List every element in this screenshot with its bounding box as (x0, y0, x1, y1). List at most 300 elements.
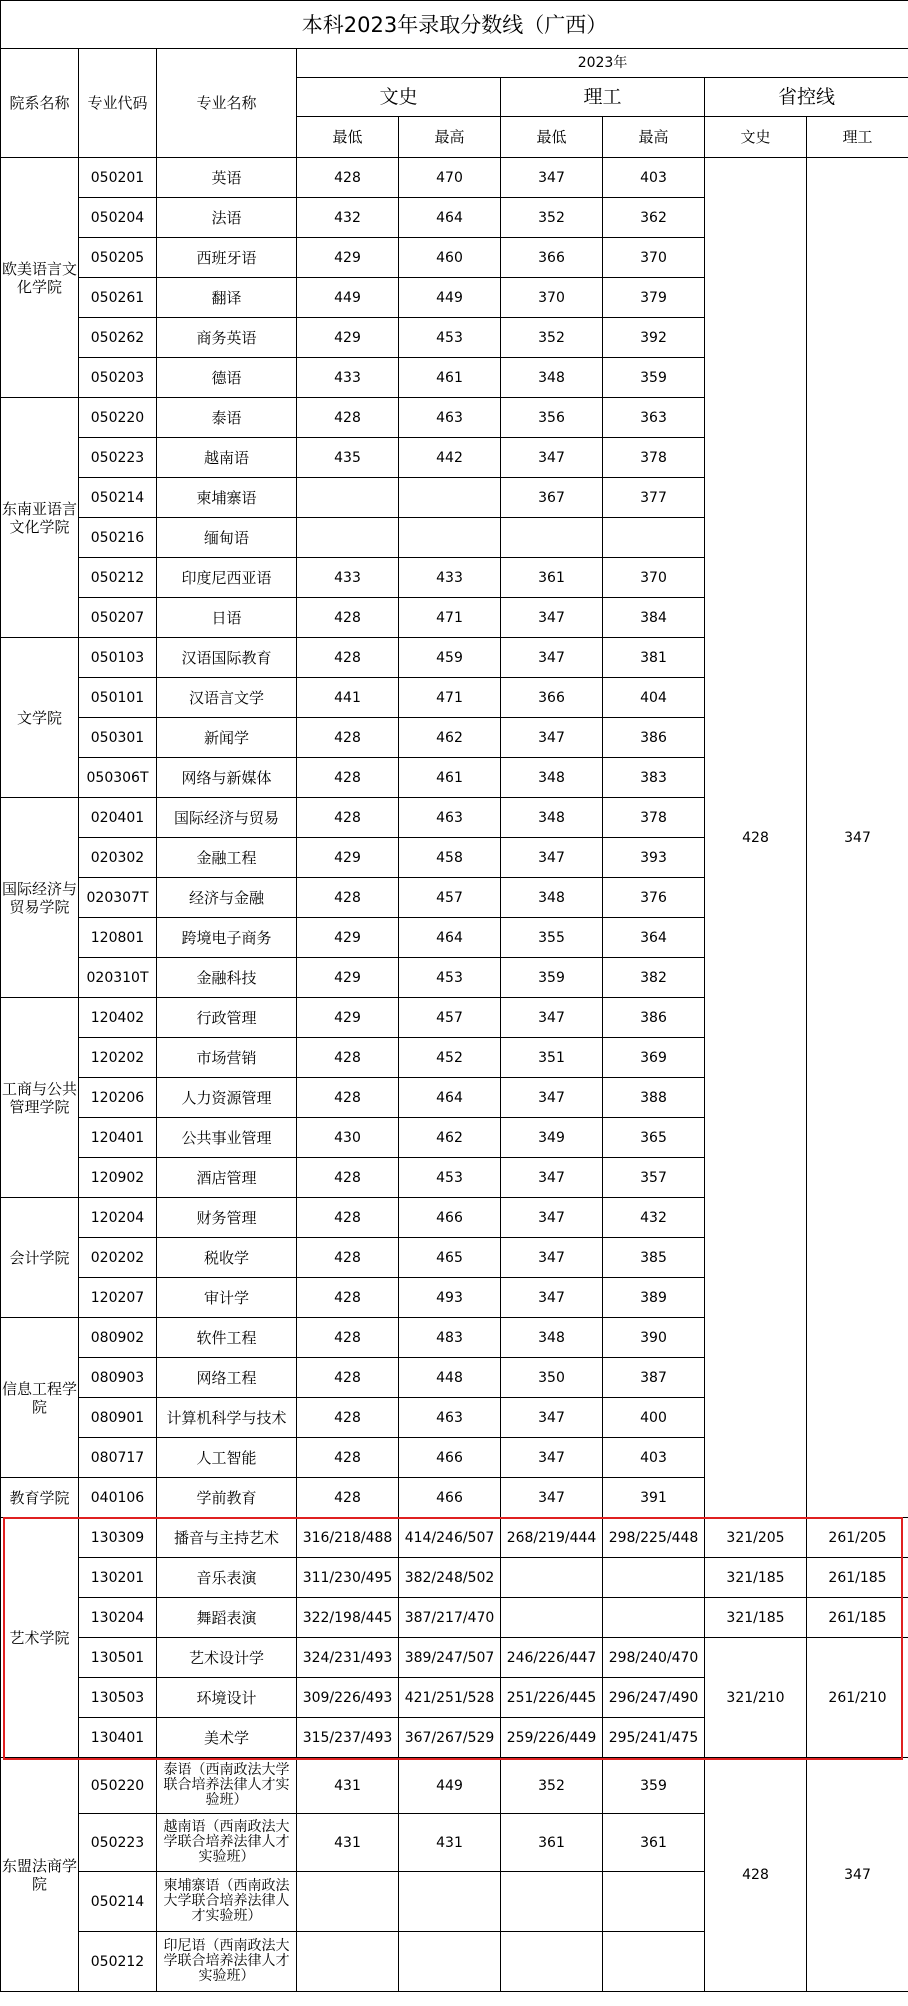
college-name: 国际经济与贸易学院 (1, 798, 79, 998)
ligong-max: 362 (603, 198, 705, 238)
wenshi-max: 448 (399, 1358, 501, 1398)
major-name: 跨境电子商务 (157, 918, 297, 958)
ligong-min: 352 (501, 1758, 603, 1814)
wenshi-min: 435 (297, 438, 399, 478)
wenshi-min: 428 (297, 878, 399, 918)
header-year: 2023年 (297, 49, 908, 78)
ligong-max: 298/240/470 (603, 1638, 705, 1678)
ligong-min: 347 (501, 838, 603, 878)
ligong-max: 357 (603, 1158, 705, 1198)
header-control-li: 理工 (807, 117, 908, 158)
ligong-max: 369 (603, 1038, 705, 1078)
ligong-max: 296/247/490 (603, 1678, 705, 1718)
wenshi-max: 483 (399, 1318, 501, 1358)
major-name: 市场营销 (157, 1038, 297, 1078)
major-name: 公共事业管理 (157, 1118, 297, 1158)
control-line-wen: 321/210 (705, 1638, 807, 1758)
major-name: 学前教育 (157, 1478, 297, 1518)
major-name: 金融科技 (157, 958, 297, 998)
wenshi-min: 431 (297, 1758, 399, 1814)
ligong-min: 352 (501, 318, 603, 358)
major-name: 德语 (157, 358, 297, 398)
wenshi-max: 387/217/470 (399, 1598, 501, 1638)
ligong-min: 366 (501, 238, 603, 278)
major-code: 050220 (79, 398, 157, 438)
wenshi-min: 428 (297, 1478, 399, 1518)
ligong-max: 370 (603, 238, 705, 278)
ligong-max: 370 (603, 558, 705, 598)
wenshi-min: 428 (297, 1038, 399, 1078)
ligong-min: 347 (501, 1158, 603, 1198)
major-code: 050103 (79, 638, 157, 678)
wenshi-max: 414/246/507 (399, 1518, 501, 1558)
ligong-min: 347 (501, 1478, 603, 1518)
wenshi-max: 470 (399, 158, 501, 198)
ligong-min: 347 (501, 1398, 603, 1438)
ligong-max: 381 (603, 638, 705, 678)
header-wenshi-min: 最低 (297, 117, 399, 158)
wenshi-min: 429 (297, 998, 399, 1038)
wenshi-min: 429 (297, 958, 399, 998)
ligong-min: 361 (501, 558, 603, 598)
wenshi-min (297, 478, 399, 518)
ligong-min: 351 (501, 1038, 603, 1078)
ligong-min: 246/226/447 (501, 1638, 603, 1678)
wenshi-max: 471 (399, 678, 501, 718)
major-name: 金融工程 (157, 838, 297, 878)
major-name: 缅甸语 (157, 518, 297, 558)
wenshi-min: 322/198/445 (297, 1598, 399, 1638)
ligong-min: 268/219/444 (501, 1518, 603, 1558)
ligong-min (501, 1872, 603, 1932)
ligong-max (603, 1598, 705, 1638)
ligong-min: 355 (501, 918, 603, 958)
ligong-max: 393 (603, 838, 705, 878)
wenshi-max (399, 478, 501, 518)
table-row (1, 1638, 908, 1678)
wenshi-max: 464 (399, 198, 501, 238)
wenshi-max: 464 (399, 1078, 501, 1118)
ligong-min: 347 (501, 158, 603, 198)
major-name: 税收学 (157, 1238, 297, 1278)
ligong-min: 347 (501, 1278, 603, 1318)
wenshi-max: 466 (399, 1438, 501, 1478)
ligong-max (603, 1932, 705, 1992)
major-name: 新闻学 (157, 718, 297, 758)
ligong-min: 347 (501, 998, 603, 1038)
major-code: 050204 (79, 198, 157, 238)
header-wenshi-max: 最高 (399, 117, 501, 158)
wenshi-max: 367/267/529 (399, 1718, 501, 1758)
ligong-max (603, 518, 705, 558)
major-name: 环境设计 (157, 1678, 297, 1718)
wenshi-max: 421/251/528 (399, 1678, 501, 1718)
ligong-max: 386 (603, 998, 705, 1038)
ligong-min (501, 1558, 603, 1598)
wenshi-max: 389/247/507 (399, 1638, 501, 1678)
major-code: 020202 (79, 1238, 157, 1278)
major-name: 舞蹈表演 (157, 1598, 297, 1638)
ligong-min: 352 (501, 198, 603, 238)
header-shengkong: 省控线 (705, 78, 908, 117)
wenshi-max: 457 (399, 878, 501, 918)
major-code: 050207 (79, 598, 157, 638)
wenshi-min: 428 (297, 718, 399, 758)
major-code: 130401 (79, 1718, 157, 1758)
ligong-min: 370 (501, 278, 603, 318)
major-code: 120401 (79, 1118, 157, 1158)
ligong-max: 382 (603, 958, 705, 998)
ligong-max: 403 (603, 1438, 705, 1478)
major-code: 050212 (79, 1932, 157, 1992)
college-name: 欧美语言文化学院 (1, 158, 79, 398)
major-name: 国际经济与贸易 (157, 798, 297, 838)
wenshi-max: 464 (399, 918, 501, 958)
major-code: 130503 (79, 1678, 157, 1718)
major-name: 计算机科学与技术 (157, 1398, 297, 1438)
college-name: 信息工程学院 (1, 1318, 79, 1478)
ligong-min (501, 1598, 603, 1638)
major-name: 越南语（西南政法大学联合培养法律人才实验班） (157, 1814, 297, 1872)
ligong-max: 400 (603, 1398, 705, 1438)
ligong-max: 404 (603, 678, 705, 718)
major-name: 播音与主持艺术 (157, 1518, 297, 1558)
wenshi-min: 428 (297, 158, 399, 198)
ligong-max: 383 (603, 758, 705, 798)
header-ligong-max: 最高 (603, 117, 705, 158)
major-code: 130201 (79, 1558, 157, 1598)
ligong-min: 347 (501, 718, 603, 758)
wenshi-min: 432 (297, 198, 399, 238)
major-name: 柬埔寨语（西南政法大学联合培养法律人才实验班） (157, 1872, 297, 1932)
wenshi-min: 428 (297, 798, 399, 838)
control-line-li: 261/185 (807, 1598, 908, 1638)
wenshi-max: 457 (399, 998, 501, 1038)
wenshi-min: 428 (297, 598, 399, 638)
wenshi-min: 428 (297, 1278, 399, 1318)
major-code: 130309 (79, 1518, 157, 1558)
wenshi-min: 311/230/495 (297, 1558, 399, 1598)
table-row (1, 1558, 908, 1598)
wenshi-min: 429 (297, 238, 399, 278)
college-name: 会计学院 (1, 1198, 79, 1318)
major-name: 商务英语 (157, 318, 297, 358)
major-code: 040106 (79, 1478, 157, 1518)
control-line-wen: 428 (705, 158, 807, 1518)
table-row (1, 1598, 908, 1638)
control-line-wen: 321/185 (705, 1598, 807, 1638)
college-name: 东南亚语言文化学院 (1, 398, 79, 638)
major-name: 人工智能 (157, 1438, 297, 1478)
ligong-max: 361 (603, 1814, 705, 1872)
major-code: 050220 (79, 1758, 157, 1814)
ligong-min: 348 (501, 358, 603, 398)
major-name: 汉语言文学 (157, 678, 297, 718)
major-code: 120801 (79, 918, 157, 958)
ligong-max: 359 (603, 358, 705, 398)
wenshi-min (297, 518, 399, 558)
wenshi-min (297, 1932, 399, 1992)
wenshi-max: 461 (399, 758, 501, 798)
major-name: 行政管理 (157, 998, 297, 1038)
wenshi-max: 453 (399, 958, 501, 998)
wenshi-max: 459 (399, 638, 501, 678)
ligong-min: 347 (501, 598, 603, 638)
ligong-max: 391 (603, 1478, 705, 1518)
ligong-max: 387 (603, 1358, 705, 1398)
major-code: 050212 (79, 558, 157, 598)
wenshi-max (399, 1872, 501, 1932)
major-code: 020310T (79, 958, 157, 998)
major-code: 080717 (79, 1438, 157, 1478)
wenshi-max (399, 518, 501, 558)
wenshi-max: 460 (399, 238, 501, 278)
major-code: 020302 (79, 838, 157, 878)
ligong-max: 295/241/475 (603, 1718, 705, 1758)
ligong-max: 363 (603, 398, 705, 438)
major-code: 050261 (79, 278, 157, 318)
major-name: 酒店管理 (157, 1158, 297, 1198)
major-name: 翻译 (157, 278, 297, 318)
wenshi-min: 449 (297, 278, 399, 318)
wenshi-max: 465 (399, 1238, 501, 1278)
wenshi-min: 428 (297, 1358, 399, 1398)
control-line-wen: 321/185 (705, 1558, 807, 1598)
header-wenshi: 文史 (297, 78, 501, 117)
major-code: 050223 (79, 1814, 157, 1872)
ligong-max: 365 (603, 1118, 705, 1158)
ligong-min: 347 (501, 1078, 603, 1118)
control-line-li: 261/185 (807, 1558, 908, 1598)
wenshi-max: 382/248/502 (399, 1558, 501, 1598)
ligong-max (603, 1558, 705, 1598)
wenshi-min: 315/237/493 (297, 1718, 399, 1758)
major-code: 020401 (79, 798, 157, 838)
header-ligong-min: 最低 (501, 117, 603, 158)
ligong-max: 432 (603, 1198, 705, 1238)
control-line-wen: 428 (705, 1758, 807, 1992)
ligong-min: 350 (501, 1358, 603, 1398)
wenshi-max: 463 (399, 398, 501, 438)
major-code: 050216 (79, 518, 157, 558)
ligong-max: 403 (603, 158, 705, 198)
ligong-max: 376 (603, 878, 705, 918)
major-code: 080901 (79, 1398, 157, 1438)
ligong-max (603, 1872, 705, 1932)
wenshi-min: 429 (297, 318, 399, 358)
ligong-min: 259/226/449 (501, 1718, 603, 1758)
ligong-min: 367 (501, 478, 603, 518)
major-code: 120204 (79, 1198, 157, 1238)
wenshi-max: 463 (399, 798, 501, 838)
header-control-wen: 文史 (705, 117, 807, 158)
wenshi-max: 471 (399, 598, 501, 638)
wenshi-min: 428 (297, 1398, 399, 1438)
major-name: 越南语 (157, 438, 297, 478)
wenshi-min: 428 (297, 1238, 399, 1278)
wenshi-max: 462 (399, 1118, 501, 1158)
major-name: 泰语 (157, 398, 297, 438)
major-name: 英语 (157, 158, 297, 198)
table-row (1, 158, 908, 198)
wenshi-min: 428 (297, 1318, 399, 1358)
wenshi-max: 466 (399, 1198, 501, 1238)
ligong-min: 347 (501, 638, 603, 678)
wenshi-min: 428 (297, 1158, 399, 1198)
ligong-min: 359 (501, 958, 603, 998)
major-name: 法语 (157, 198, 297, 238)
major-code: 120402 (79, 998, 157, 1038)
wenshi-min: 428 (297, 1078, 399, 1118)
major-name: 西班牙语 (157, 238, 297, 278)
major-name: 印尼语（西南政法大学联合培养法律人才实验班） (157, 1932, 297, 1992)
table-row (1, 1758, 908, 1814)
table-title: 本科2023年录取分数线（广西） (1, 1, 908, 49)
wenshi-max: 462 (399, 718, 501, 758)
ligong-max: 364 (603, 918, 705, 958)
major-code: 120902 (79, 1158, 157, 1198)
wenshi-min (297, 1872, 399, 1932)
ligong-min: 251/226/445 (501, 1678, 603, 1718)
ligong-max: 392 (603, 318, 705, 358)
major-name: 经济与金融 (157, 878, 297, 918)
major-code: 130501 (79, 1638, 157, 1678)
ligong-min: 348 (501, 798, 603, 838)
major-code: 120206 (79, 1078, 157, 1118)
major-name: 美术学 (157, 1718, 297, 1758)
major-code: 130204 (79, 1598, 157, 1638)
ligong-max: 386 (603, 718, 705, 758)
wenshi-max: 442 (399, 438, 501, 478)
wenshi-min: 428 (297, 758, 399, 798)
wenshi-min: 428 (297, 398, 399, 438)
wenshi-max: 458 (399, 838, 501, 878)
major-code: 050101 (79, 678, 157, 718)
wenshi-min: 309/226/493 (297, 1678, 399, 1718)
ligong-max: 377 (603, 478, 705, 518)
college-name: 东盟法商学院 (1, 1758, 79, 1992)
wenshi-min: 429 (297, 918, 399, 958)
ligong-max: 378 (603, 798, 705, 838)
ligong-min: 356 (501, 398, 603, 438)
wenshi-max: 453 (399, 318, 501, 358)
wenshi-max: 449 (399, 278, 501, 318)
major-code: 080902 (79, 1318, 157, 1358)
ligong-min: 366 (501, 678, 603, 718)
wenshi-min: 433 (297, 558, 399, 598)
major-code: 120202 (79, 1038, 157, 1078)
major-name: 网络与新媒体 (157, 758, 297, 798)
major-code: 020307T (79, 878, 157, 918)
major-code: 050205 (79, 238, 157, 278)
major-code: 050223 (79, 438, 157, 478)
major-name: 汉语国际教育 (157, 638, 297, 678)
control-line-li: 261/205 (807, 1518, 908, 1558)
wenshi-min: 430 (297, 1118, 399, 1158)
wenshi-max: 453 (399, 1158, 501, 1198)
header-college: 院系名称 (1, 49, 79, 158)
major-code: 080903 (79, 1358, 157, 1398)
ligong-max: 298/225/448 (603, 1518, 705, 1558)
wenshi-max: 431 (399, 1814, 501, 1872)
wenshi-min: 441 (297, 678, 399, 718)
ligong-min: 361 (501, 1814, 603, 1872)
table-row (1, 1518, 908, 1558)
ligong-min: 347 (501, 1238, 603, 1278)
college-name: 文学院 (1, 638, 79, 798)
major-code: 050214 (79, 1872, 157, 1932)
major-name: 音乐表演 (157, 1558, 297, 1598)
ligong-min: 348 (501, 878, 603, 918)
control-line-li: 261/210 (807, 1638, 908, 1758)
wenshi-max (399, 1932, 501, 1992)
ligong-min: 347 (501, 438, 603, 478)
ligong-min: 347 (501, 1198, 603, 1238)
ligong-max: 385 (603, 1238, 705, 1278)
wenshi-min: 428 (297, 1438, 399, 1478)
wenshi-max: 461 (399, 358, 501, 398)
wenshi-min: 433 (297, 358, 399, 398)
ligong-max: 388 (603, 1078, 705, 1118)
ligong-min: 347 (501, 1438, 603, 1478)
wenshi-max: 493 (399, 1278, 501, 1318)
ligong-max: 379 (603, 278, 705, 318)
wenshi-min: 428 (297, 638, 399, 678)
ligong-max: 359 (603, 1758, 705, 1814)
college-name: 工商与公共管理学院 (1, 998, 79, 1198)
control-line-li: 347 (807, 1758, 908, 1992)
major-name: 财务管理 (157, 1198, 297, 1238)
college-name: 教育学院 (1, 1478, 79, 1518)
wenshi-max: 466 (399, 1478, 501, 1518)
wenshi-max: 449 (399, 1758, 501, 1814)
wenshi-min: 431 (297, 1814, 399, 1872)
ligong-max: 378 (603, 438, 705, 478)
ligong-max: 389 (603, 1278, 705, 1318)
major-name: 人力资源管理 (157, 1078, 297, 1118)
control-line-wen: 321/205 (705, 1518, 807, 1558)
ligong-min (501, 1932, 603, 1992)
wenshi-min: 316/218/488 (297, 1518, 399, 1558)
control-line-li: 347 (807, 158, 908, 1518)
wenshi-min: 324/231/493 (297, 1638, 399, 1678)
major-name: 柬埔寨语 (157, 478, 297, 518)
header-ligong: 理工 (501, 78, 705, 117)
wenshi-min: 428 (297, 1198, 399, 1238)
major-code: 050201 (79, 158, 157, 198)
major-code: 050301 (79, 718, 157, 758)
major-name: 艺术设计学 (157, 1638, 297, 1678)
major-name: 印度尼西亚语 (157, 558, 297, 598)
college-name: 艺术学院 (1, 1518, 79, 1758)
major-code: 120207 (79, 1278, 157, 1318)
major-code: 050262 (79, 318, 157, 358)
ligong-min: 349 (501, 1118, 603, 1158)
major-name: 网络工程 (157, 1358, 297, 1398)
major-name: 日语 (157, 598, 297, 638)
ligong-max: 390 (603, 1318, 705, 1358)
wenshi-max: 463 (399, 1398, 501, 1438)
major-code: 050306T (79, 758, 157, 798)
major-code: 050214 (79, 478, 157, 518)
wenshi-max: 452 (399, 1038, 501, 1078)
ligong-min (501, 518, 603, 558)
major-name: 软件工程 (157, 1318, 297, 1358)
header-name: 专业名称 (157, 49, 297, 158)
ligong-min: 348 (501, 1318, 603, 1358)
header-code: 专业代码 (79, 49, 157, 158)
wenshi-min: 429 (297, 838, 399, 878)
